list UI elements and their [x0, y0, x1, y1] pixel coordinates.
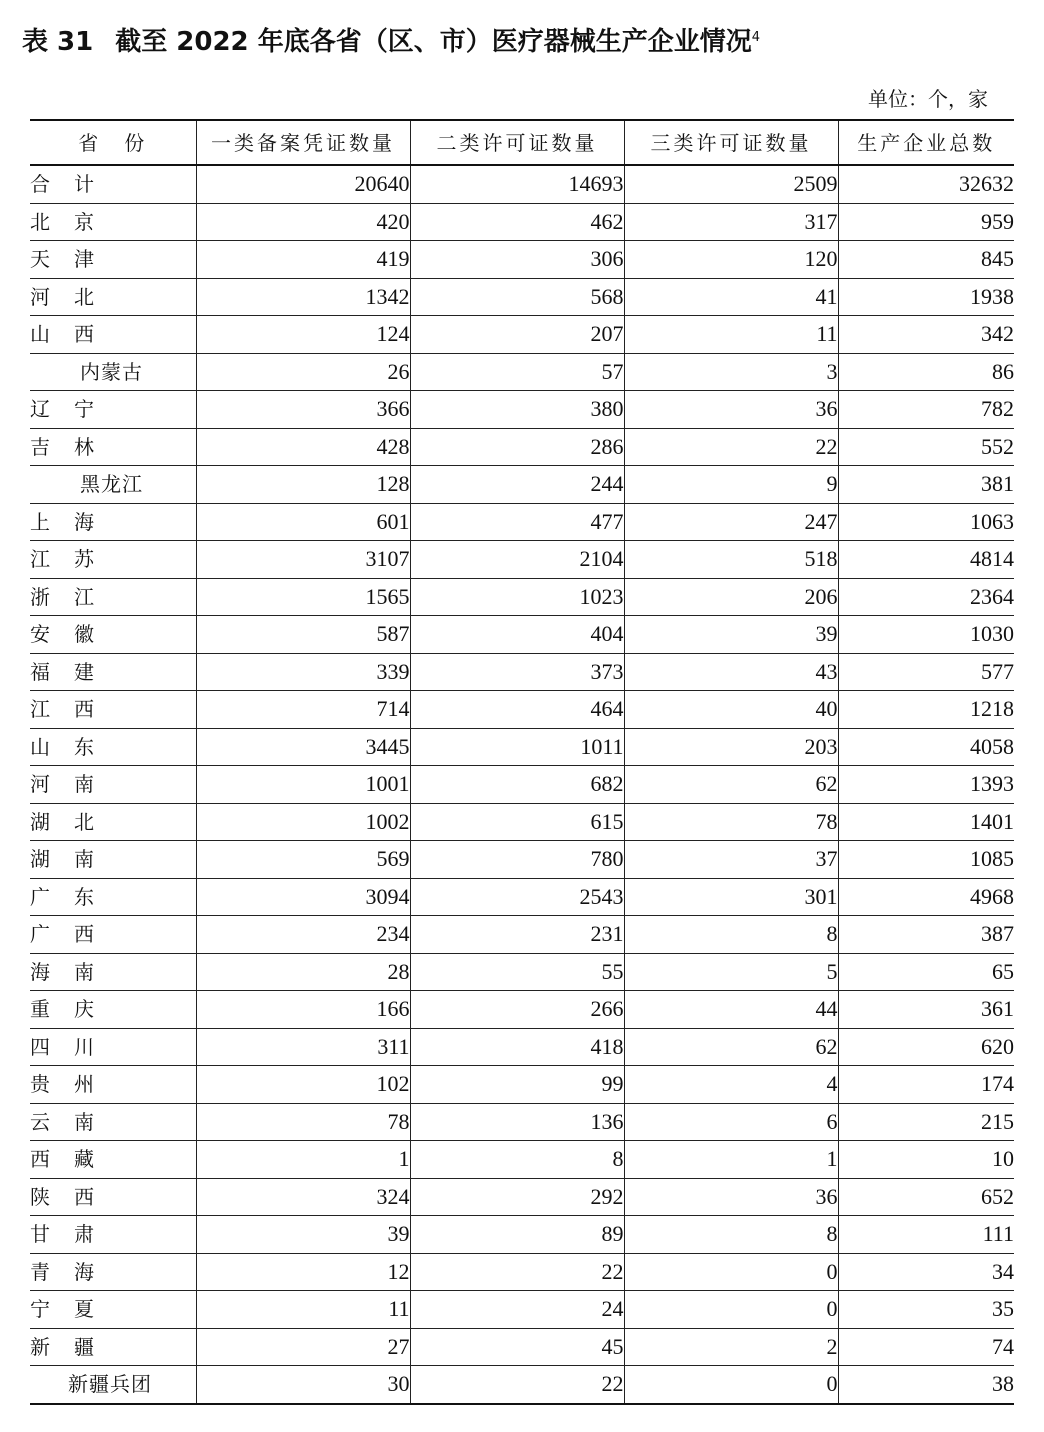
class1-count: 26 [196, 353, 410, 391]
class3-count: 0 [624, 1291, 838, 1329]
class3-count: 37 [624, 841, 838, 879]
class2-count: 89 [410, 1216, 624, 1254]
class1-count: 714 [196, 691, 410, 729]
class2-count: 22 [410, 1253, 624, 1291]
total-count: 65 [838, 953, 1014, 991]
table-row [30, 766, 1014, 804]
class1-count: 166 [196, 991, 410, 1029]
table-row [30, 991, 1014, 1029]
class1-count: 78 [196, 1103, 410, 1141]
province-name: 黑龙江 [30, 466, 196, 504]
total-count: 1030 [838, 616, 1014, 654]
province-name: 四川 [30, 1028, 196, 1066]
class1-count: 420 [196, 203, 410, 241]
total-count: 74 [838, 1328, 1014, 1366]
table-row [30, 541, 1014, 579]
class2-count: 207 [410, 316, 624, 354]
class2-count: 780 [410, 841, 624, 879]
class3-count: 4 [624, 1066, 838, 1104]
class3-count: 206 [624, 578, 838, 616]
column-header-class3: 三类许可证数量 [624, 120, 838, 165]
class2-count: 286 [410, 428, 624, 466]
table-row [30, 353, 1014, 391]
table-row [30, 1066, 1014, 1104]
table-body [30, 165, 1014, 1404]
total-count: 652 [838, 1178, 1014, 1216]
class1-count: 3094 [196, 878, 410, 916]
unit-note: 单位：个，家 [868, 87, 988, 111]
class2-count: 244 [410, 466, 624, 504]
class3-count: 518 [624, 541, 838, 579]
class1-count: 311 [196, 1028, 410, 1066]
class3-count: 3 [624, 353, 838, 391]
table-row [30, 878, 1014, 916]
class1-count: 587 [196, 616, 410, 654]
class2-count: 615 [410, 803, 624, 841]
class2-count: 404 [410, 616, 624, 654]
province-name: 河南 [30, 766, 196, 804]
total-count: 10 [838, 1141, 1014, 1179]
column-header-total: 生产企业总数 [838, 120, 1014, 165]
class1-count: 1 [196, 1141, 410, 1179]
total-count: 1938 [838, 278, 1014, 316]
province-name: 辽宁 [30, 391, 196, 429]
total-count: 782 [838, 391, 1014, 429]
class2-count: 2104 [410, 541, 624, 579]
table-row [30, 653, 1014, 691]
class1-count: 419 [196, 241, 410, 279]
class3-count: 2509 [624, 165, 838, 203]
table-row [30, 691, 1014, 729]
table-row [30, 278, 1014, 316]
province-name: 重庆 [30, 991, 196, 1029]
table-row [30, 803, 1014, 841]
total-count: 620 [838, 1028, 1014, 1066]
province-name: 西藏 [30, 1141, 196, 1179]
class1-count: 324 [196, 1178, 410, 1216]
class3-count: 62 [624, 766, 838, 804]
class3-count: 5 [624, 953, 838, 991]
class2-count: 477 [410, 503, 624, 541]
class3-count: 78 [624, 803, 838, 841]
class1-count: 1002 [196, 803, 410, 841]
class2-count: 55 [410, 953, 624, 991]
total-count: 959 [838, 203, 1014, 241]
province-name: 甘肃 [30, 1216, 196, 1254]
province-name: 河北 [30, 278, 196, 316]
province-name: 云南 [30, 1103, 196, 1141]
table-row [30, 316, 1014, 354]
class1-count: 128 [196, 466, 410, 504]
class2-count: 266 [410, 991, 624, 1029]
province-name: 贵州 [30, 1066, 196, 1104]
class3-count: 40 [624, 691, 838, 729]
class2-count: 462 [410, 203, 624, 241]
total-count: 4058 [838, 728, 1014, 766]
province-name: 青海 [30, 1253, 196, 1291]
class2-count: 8 [410, 1141, 624, 1179]
class1-count: 39 [196, 1216, 410, 1254]
province-name: 上海 [30, 503, 196, 541]
class3-count: 36 [624, 1178, 838, 1216]
province-name: 合计 [30, 165, 196, 203]
class2-count: 24 [410, 1291, 624, 1329]
table-row [30, 503, 1014, 541]
total-count: 34 [838, 1253, 1014, 1291]
class2-count: 464 [410, 691, 624, 729]
header-row [30, 120, 1014, 165]
class1-count: 234 [196, 916, 410, 954]
class1-count: 124 [196, 316, 410, 354]
column-header-province: 省 份 [30, 120, 196, 165]
table-row [30, 1366, 1014, 1404]
total-count: 35 [838, 1291, 1014, 1329]
province-name: 山东 [30, 728, 196, 766]
table-header [30, 120, 1014, 165]
total-count: 845 [838, 241, 1014, 279]
table-row [30, 1328, 1014, 1366]
table-number: 表 31 [22, 27, 94, 57]
class3-count: 41 [624, 278, 838, 316]
class3-count: 36 [624, 391, 838, 429]
table-row [30, 841, 1014, 879]
table-row [30, 1216, 1014, 1254]
province-name: 江西 [30, 691, 196, 729]
class1-count: 11 [196, 1291, 410, 1329]
total-count: 387 [838, 916, 1014, 954]
class3-count: 39 [624, 616, 838, 654]
class3-count: 22 [624, 428, 838, 466]
total-count: 215 [838, 1103, 1014, 1141]
class2-count: 292 [410, 1178, 624, 1216]
total-count: 1063 [838, 503, 1014, 541]
total-count: 111 [838, 1216, 1014, 1254]
province-name: 新疆 [30, 1328, 196, 1366]
class2-count: 231 [410, 916, 624, 954]
class1-count: 102 [196, 1066, 410, 1104]
class2-count: 57 [410, 353, 624, 391]
class3-count: 62 [624, 1028, 838, 1066]
province-name: 安徽 [30, 616, 196, 654]
class2-count: 418 [410, 1028, 624, 1066]
class1-count: 569 [196, 841, 410, 879]
province-name: 山西 [30, 316, 196, 354]
class3-count: 11 [624, 316, 838, 354]
table-row [30, 391, 1014, 429]
class2-count: 1011 [410, 728, 624, 766]
province-name: 湖南 [30, 841, 196, 879]
total-count: 361 [838, 991, 1014, 1029]
class3-count: 2 [624, 1328, 838, 1366]
class3-count: 203 [624, 728, 838, 766]
total-count: 1085 [838, 841, 1014, 879]
province-name: 宁夏 [30, 1291, 196, 1329]
class1-count: 20640 [196, 165, 410, 203]
province-name: 江苏 [30, 541, 196, 579]
table-row [30, 1141, 1014, 1179]
total-count: 38 [838, 1366, 1014, 1404]
class2-count: 45 [410, 1328, 624, 1366]
province-name: 福建 [30, 653, 196, 691]
class3-count: 0 [624, 1253, 838, 1291]
total-count: 32632 [838, 165, 1014, 203]
class3-count: 0 [624, 1366, 838, 1404]
class2-count: 136 [410, 1103, 624, 1141]
class2-count: 380 [410, 391, 624, 429]
enterprise-table [30, 119, 1014, 1405]
class2-count: 2543 [410, 878, 624, 916]
class1-count: 366 [196, 391, 410, 429]
total-count: 174 [838, 1066, 1014, 1104]
table-row [30, 616, 1014, 654]
class3-count: 44 [624, 991, 838, 1029]
class3-count: 1 [624, 1141, 838, 1179]
class1-count: 428 [196, 428, 410, 466]
province-name: 天津 [30, 241, 196, 279]
province-name: 广东 [30, 878, 196, 916]
class2-count: 682 [410, 766, 624, 804]
class1-count: 1565 [196, 578, 410, 616]
class2-count: 306 [410, 241, 624, 279]
table-row [30, 203, 1014, 241]
province-name: 湖北 [30, 803, 196, 841]
table-row [30, 916, 1014, 954]
class2-count: 22 [410, 1366, 624, 1404]
class3-count: 301 [624, 878, 838, 916]
table-row [30, 728, 1014, 766]
table-row [30, 1253, 1014, 1291]
class1-count: 339 [196, 653, 410, 691]
column-header-class2: 二类许可证数量 [410, 120, 624, 165]
class2-count: 1023 [410, 578, 624, 616]
province-name: 内蒙古 [30, 353, 196, 391]
province-name: 海南 [30, 953, 196, 991]
class1-count: 3107 [196, 541, 410, 579]
class2-count: 99 [410, 1066, 624, 1104]
table-title-text: 截至 2022 年底各省（区、市）医疗器械生产企业情况 [115, 27, 752, 57]
table-row [30, 578, 1014, 616]
class3-count: 247 [624, 503, 838, 541]
column-header-class1: 一类备案凭证数量 [196, 120, 410, 165]
table-row [30, 1178, 1014, 1216]
table-row [30, 1103, 1014, 1141]
class1-count: 27 [196, 1328, 410, 1366]
table-row [30, 428, 1014, 466]
class3-count: 8 [624, 916, 838, 954]
class3-count: 43 [624, 653, 838, 691]
class1-count: 1342 [196, 278, 410, 316]
table-row [30, 1028, 1014, 1066]
class1-count: 28 [196, 953, 410, 991]
class1-count: 30 [196, 1366, 410, 1404]
table-row [30, 1291, 1014, 1329]
class2-count: 373 [410, 653, 624, 691]
class1-count: 601 [196, 503, 410, 541]
total-count: 342 [838, 316, 1014, 354]
class3-count: 6 [624, 1103, 838, 1141]
total-count: 86 [838, 353, 1014, 391]
title-footnote-marker: 4 [751, 30, 760, 45]
province-name: 北京 [30, 203, 196, 241]
province-name: 新疆兵团 [30, 1366, 196, 1404]
class1-count: 1001 [196, 766, 410, 804]
table-title [22, 22, 760, 62]
total-count: 2364 [838, 578, 1014, 616]
total-count: 1393 [838, 766, 1014, 804]
table-row [30, 953, 1014, 991]
total-row [30, 165, 1014, 203]
province-name: 广西 [30, 916, 196, 954]
province-name: 吉林 [30, 428, 196, 466]
total-count: 4814 [838, 541, 1014, 579]
class1-count: 12 [196, 1253, 410, 1291]
total-count: 4968 [838, 878, 1014, 916]
class2-count: 14693 [410, 165, 624, 203]
province-name: 浙江 [30, 578, 196, 616]
class3-count: 317 [624, 203, 838, 241]
total-count: 381 [838, 466, 1014, 504]
class1-count: 3445 [196, 728, 410, 766]
province-name: 陕西 [30, 1178, 196, 1216]
class3-count: 8 [624, 1216, 838, 1254]
table-row [30, 241, 1014, 279]
class3-count: 9 [624, 466, 838, 504]
class2-count: 568 [410, 278, 624, 316]
table-row [30, 466, 1014, 504]
total-count: 552 [838, 428, 1014, 466]
total-count: 1218 [838, 691, 1014, 729]
total-count: 1401 [838, 803, 1014, 841]
total-count: 577 [838, 653, 1014, 691]
class3-count: 120 [624, 241, 838, 279]
